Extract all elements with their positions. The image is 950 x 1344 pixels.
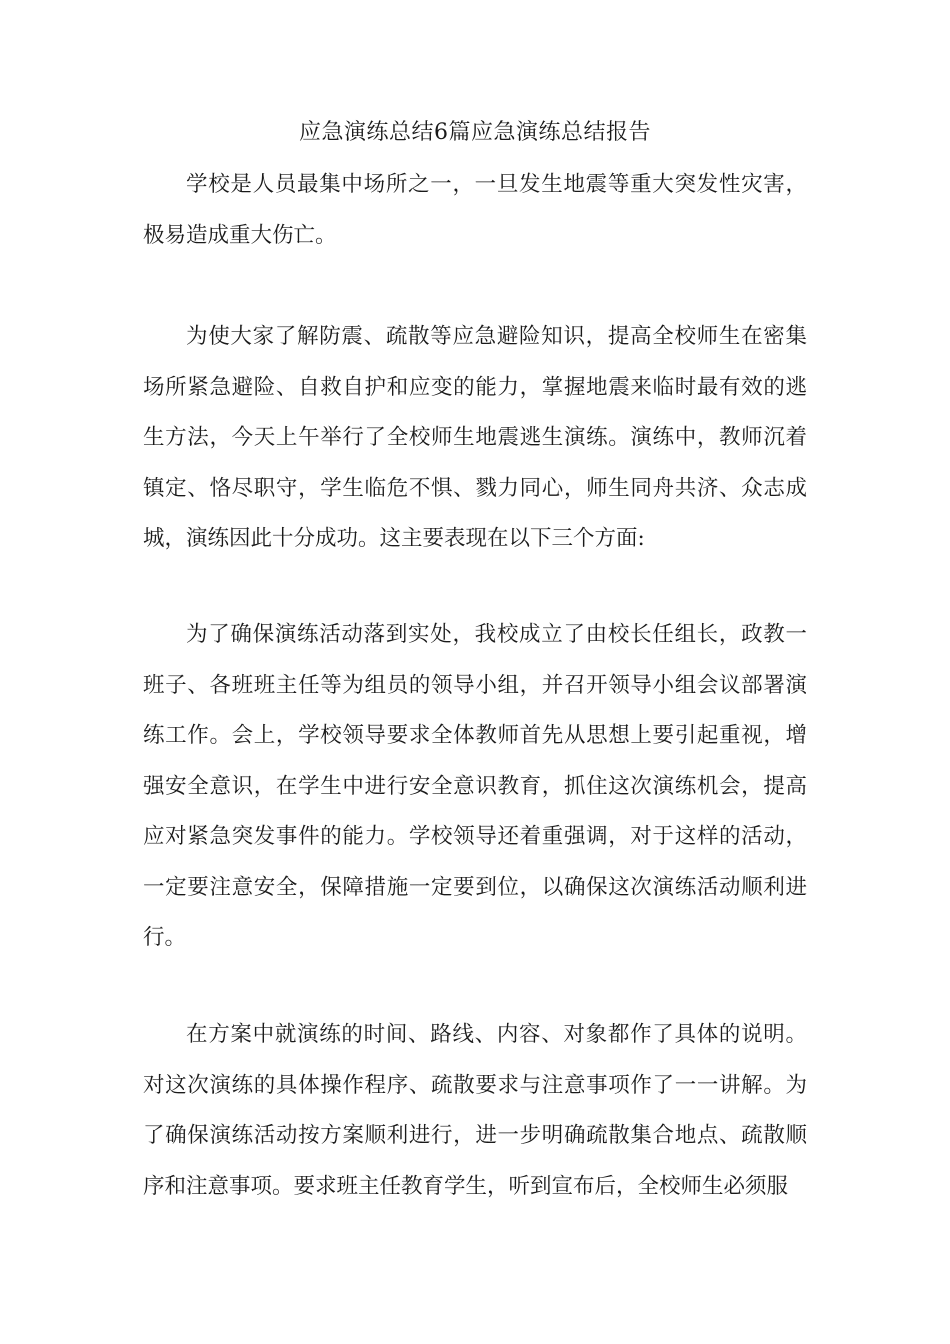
document-title: 应急演练总结6篇应急演练总结报告 (299, 120, 651, 145)
paragraph-3: 为了确保演练活动落到实处，我校成立了由校长任组长，政教一班子、各班班主任等为组员的领导小组，并召开领导小组会议部署演练工作。会上，学校领导要求全体教师首先从思想上要引起重视，增强安全意识，在学生中进行安全意识教育，抓住这次演练机会，提高应对紧急突发事件的能力。学校领导还着重强调，对于这样的活动，一定要注意安全，保障措施一定要到位，以确保这次演练活动顺利进行。 (143, 622, 807, 950)
paragraph-1: 学校是人员最集中场所之一，一旦发生地震等重大突发性灾害，极易造成重大伤亡。 (143, 172, 807, 248)
paragraph-2: 为使大家了解防震、疏散等应急避险知识，提高全校师生在密集场所紧急避险、自救自护和应变的能力，掌握地震来临时最有效的逃生方法，今天上午举行了全校师生地震逃生演练。演练中，教师沉着镇定、恪尽职守，学生临危不惧、戮力同心，师生同舟共济、众志成城，演练因此十分成功。这主要表现在以下三个方面: (143, 324, 807, 551)
paragraph-4: 在方案中就演练的时间、路线、内容、对象都作了具体的说明。对这次演练的具体操作程序、疏散要求与注意事项作了一一讲解。为了确保演练活动按方案顺利进行，进一步明确疏散集合地点、疏散顺序和注意事项。要求班主任教育学生，听到宣布后，全校师生必须服 (143, 1022, 807, 1199)
